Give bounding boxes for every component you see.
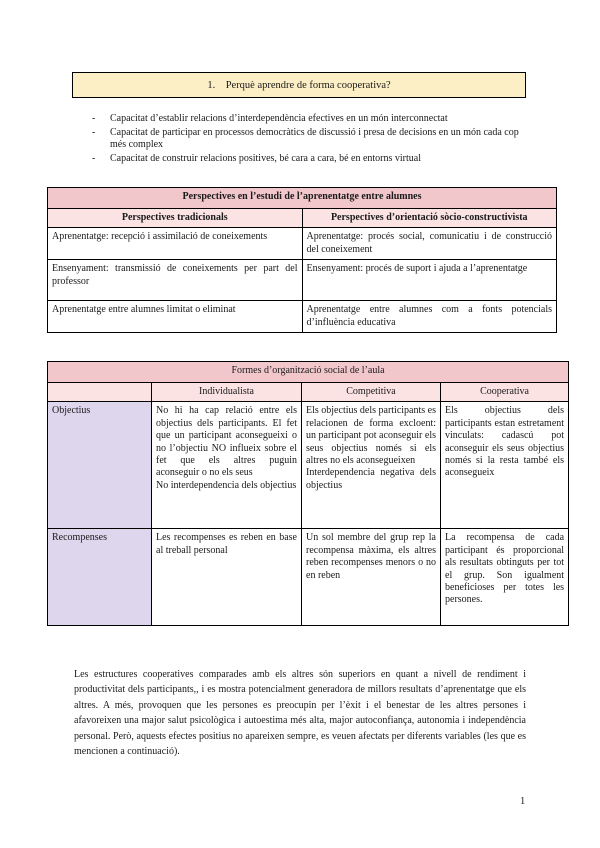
col-header-competitive: Competitiva bbox=[302, 383, 441, 402]
bullet-item: - Capacitat de participar en processos democràtics de discussió i presa de decisions en un món cada cop més complex bbox=[92, 127, 532, 152]
table-cell: Aprenentatge: procés social, comunicatiu i de construcció del coneixement bbox=[302, 228, 557, 260]
bullet-list bbox=[92, 113, 532, 166]
table-row bbox=[48, 228, 557, 260]
row-label-objectives: Objectius bbox=[48, 402, 152, 529]
perspectives-table-title: Perspectives en l’estudi de l’aprenentatge entre alumnes bbox=[48, 188, 557, 209]
section-title-text: 1. Perquè aprendre de forma cooperativa? bbox=[207, 79, 391, 91]
table-row bbox=[48, 301, 557, 333]
social-organization-table-title: Formes d’organització social de l’aula bbox=[48, 362, 569, 383]
table-cell: Els objectius dels participants estan estretament vinculats: cadascú pot aconseguir els seus objectius només si la resta també els aconsegueix bbox=[441, 402, 569, 529]
col-header-cooperative: Cooperativa bbox=[441, 383, 569, 402]
table-cell: Ensenyament: procés de suport i ajuda a l’aprenentatge bbox=[302, 260, 557, 301]
body-paragraph: Les estructures cooperatives comparades amb els altres són superiors en quant a nivell de rendiment i productivitat dels participants,, i es mostra potencialment generadora de millors resultats d’aprenentatge que els altres. A més, provoquen que les persones es preocupin per l’èxit i el benestar de les altres persones i afavoreixen una major salut psicològica i autoestima més alta, major autoconfiança, autonomia i independència personal. Però, aquests efectes positius no apareixen sempre, es veuen afectats per diferents variables (les que es mencionen a continuació). bbox=[74, 669, 526, 758]
row-label-rewards: Recompenses bbox=[48, 529, 152, 626]
perspectives-table bbox=[47, 187, 557, 333]
col-header-individualist: Individualista bbox=[152, 383, 302, 402]
page-number: 1 bbox=[520, 796, 526, 807]
table-cell: Aprenentatge entre alumnes limitat o eliminat bbox=[48, 301, 303, 333]
section-title bbox=[72, 72, 526, 98]
col-header-traditional: Perspectives tradicionals bbox=[48, 209, 303, 228]
social-organization-table bbox=[47, 361, 569, 626]
col-header-socioconstructivist: Perspectives d’orientació sòcio-constructivista bbox=[302, 209, 557, 228]
bullet-item: - Capacitat d’establir relacions d’interdependència efectives en un món interconnectat bbox=[92, 113, 532, 126]
bullet-item: - Capacitat de construir relacions positives, bé cara a cara, bé en entorns virtual bbox=[92, 153, 532, 166]
table-row-rewards bbox=[48, 529, 569, 626]
table-cell: Les recompenses es reben en base al treball personal bbox=[152, 529, 302, 626]
table-cell: Un sol membre del grup rep la recompensa màxima, els altres reben recompenses menors o no en reben bbox=[302, 529, 441, 626]
table-cell: Ensenyament: transmissió de coneixements per part del professor bbox=[48, 260, 303, 301]
table-cell: Aprenentatge: recepció i assimilació de coneixements bbox=[48, 228, 303, 260]
table-cell: No hi ha cap relació entre els objectius dels participants. El fet que un participant aconsegueixi o no l’objectiu NO influeix sobre el fet que els altres puguin aconseguir o no els seus No interdependencia dels objectius bbox=[152, 402, 302, 529]
corner-cell bbox=[48, 383, 152, 402]
table-row bbox=[48, 260, 557, 301]
table-cell: Aprenentatge entre alumnes com a fonts potencials d’influència educativa bbox=[302, 301, 557, 333]
table-cell: Els objectius dels participants es relacionen de forma excloent: un participant pot aconseguir els seus objectius només si els altres no els aconsegueixen Interdependencia negativa dels objectius bbox=[302, 402, 441, 529]
table-row-objectives bbox=[48, 402, 569, 529]
table-cell: La recompensa de cada participant és proporcional als resultats obtinguts per tot el grup. Son igualment beneficioses per totes les persones. bbox=[441, 529, 569, 626]
